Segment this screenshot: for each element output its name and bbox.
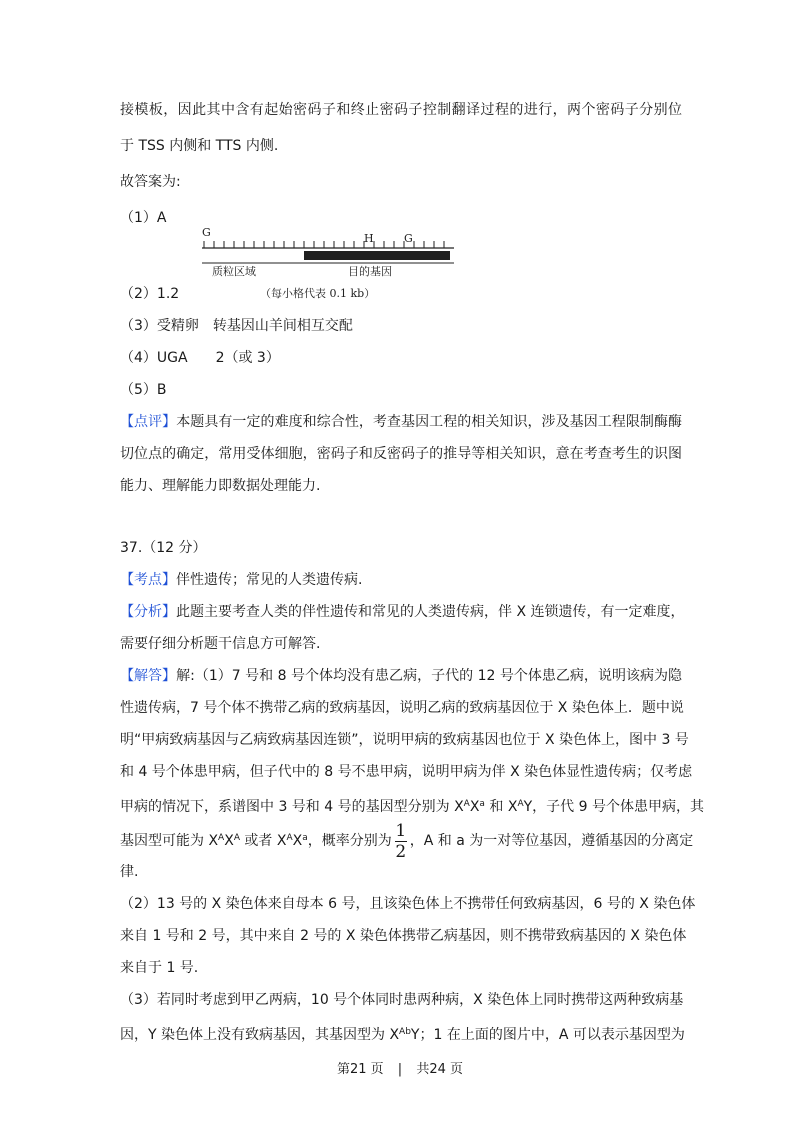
answer-intro: 故答案为: xyxy=(120,174,181,190)
jieda-line: 明“甲病致病基因与乙病致病基因连锁”，说明甲病的致病基因也位于 X 染色体上，图中 3 号 xyxy=(120,732,689,748)
text-run: ，概率分别为 xyxy=(307,833,392,849)
part2-line: 来自于 1 号. xyxy=(120,960,199,976)
superscript: A xyxy=(233,833,240,843)
gene-map-diagram xyxy=(198,222,458,302)
comment-line: 能力、理解能力即数据处理能力. xyxy=(120,478,321,494)
part2-line: 来自 1 号和 2 号，其中来自 2 号的 X 染色体携带乙病基因，则不携带致病基因的 X 染色体 xyxy=(120,928,687,944)
label-g-left: G xyxy=(202,226,211,239)
footer-separator: | xyxy=(397,1062,403,1077)
answer-5: （5）B xyxy=(120,382,167,398)
answer-2: （2）1.2 xyxy=(120,286,180,302)
superscript: Ab xyxy=(399,1027,411,1037)
label-g-right: G xyxy=(404,232,413,245)
answer-1: （1）A xyxy=(120,210,167,226)
text-run: 或者 X xyxy=(239,833,287,849)
page-footer xyxy=(0,1058,800,1077)
jieda-line xyxy=(120,666,682,686)
text-run: ，A 和 a 为一对等位基因，遵循基因的分离定 xyxy=(409,833,694,849)
fraction-denominator: 2 xyxy=(395,841,407,862)
jieda-line: 性遗传病，7 号个体不携带乙病的致病基因，说明乙病的致病基因位于 X 染色体上．题中说 xyxy=(120,700,684,716)
answer-4: （4）UGA 2（或 3） xyxy=(120,350,280,366)
text-run: 甲病的情况下，系谱图中 3 号和 4 号的基因型分别为 X xyxy=(120,799,464,815)
superscript: A xyxy=(218,833,225,843)
superscript: a xyxy=(302,833,308,843)
target-gene-label: 目的基因 xyxy=(348,265,392,278)
paragraph-line: 于 TSS 内侧和 TTS 内侧. xyxy=(120,138,279,154)
comment-line: 切位点的确定，常用受体细胞，密码子和反密码子的推导等相关知识，意在考查考生的识图 xyxy=(120,446,682,462)
text-run: X xyxy=(224,833,234,849)
total-pages: 共24 页 xyxy=(416,1062,464,1077)
part2-line: （2）13 号的 X 染色体来自母本 6 号，且该染色体上不携带任何致病基因，6 号的 X 染色体 xyxy=(120,896,696,912)
page-number: 第21 页 xyxy=(336,1062,384,1077)
question-number: 37.（12 分） xyxy=(120,540,207,556)
jieda-line xyxy=(120,794,704,817)
superscript: A xyxy=(463,799,470,809)
jieda-line: 律. xyxy=(120,864,139,880)
text-run: 基因型可能为 X xyxy=(120,833,219,849)
text-run: Y，子代 9 号个体患甲病，其 xyxy=(523,799,704,815)
part3-line: （3）若同时考虑到甲乙两病，10 号个体同时患两种病，X 染色体上同时携带这两种致病基 xyxy=(120,992,684,1008)
label-h: H xyxy=(364,232,374,245)
fenxi-text: 此题主要考查人类的伴性遗传和常见的人类遗传病，伴 X 连锁遗传，有一定难度， xyxy=(176,604,685,620)
plasmid-region-label: 质粒区域 xyxy=(212,265,256,278)
text-run: X xyxy=(292,833,303,849)
superscript: a xyxy=(479,799,485,809)
fenxi-tag: 【分析】 xyxy=(120,604,176,620)
comment-text: 本题具有一定的难度和综合性，考查基因工程的相关知识，涉及基因工程限制酶酶 xyxy=(176,414,683,430)
text-run: Y；1 在上面的图片中，A 可以表示基因型为 xyxy=(410,1027,685,1043)
jieda-text: 解:（1）7 号和 8 号个体均没有患乙病，子代的 12 号个体患乙病，说明该病为隐 xyxy=(176,668,683,684)
comment-line xyxy=(120,412,682,432)
kaodian-tag: 【考点】 xyxy=(120,572,176,588)
fraction-numerator: 1 xyxy=(395,820,407,841)
jieda-tag: 【解答】 xyxy=(120,668,177,684)
jieda-line xyxy=(120,818,693,861)
kaodian-line xyxy=(120,570,362,590)
kaodian-text: 伴性遗传；常见的人类遗传病. xyxy=(176,572,363,588)
fenxi-line: 需要仔细分析题干信息方可解答. xyxy=(120,636,321,652)
jieda-line: 和 4 号个体患甲病，但子代中的 8 号不患甲病，说明甲病为伴 X 染色体显性遗传病；仅考虑 xyxy=(120,764,693,780)
scale-caption: （每小格代表 0.1 kb） xyxy=(260,287,376,300)
answer-3: （3）受精卵 转基因山羊间相互交配 xyxy=(120,318,353,334)
superscript: A xyxy=(517,799,524,809)
comment-tag: 【点评】 xyxy=(120,414,177,430)
text-run: X xyxy=(469,799,480,815)
text-run: 和 X xyxy=(484,799,518,815)
fenxi-line xyxy=(120,602,685,622)
fraction-one-half xyxy=(395,822,407,861)
target-gene-bar xyxy=(304,251,450,260)
text-run: 因，Y 染色体上没有致病基因，其基因型为 X xyxy=(120,1027,400,1043)
paragraph-line: 接模板，因此其中含有起始密码子和终止密码子控制翻译过程的进行，两个密码子分别位 xyxy=(120,102,682,118)
superscript: A xyxy=(286,833,293,843)
part3-line xyxy=(120,1022,685,1045)
